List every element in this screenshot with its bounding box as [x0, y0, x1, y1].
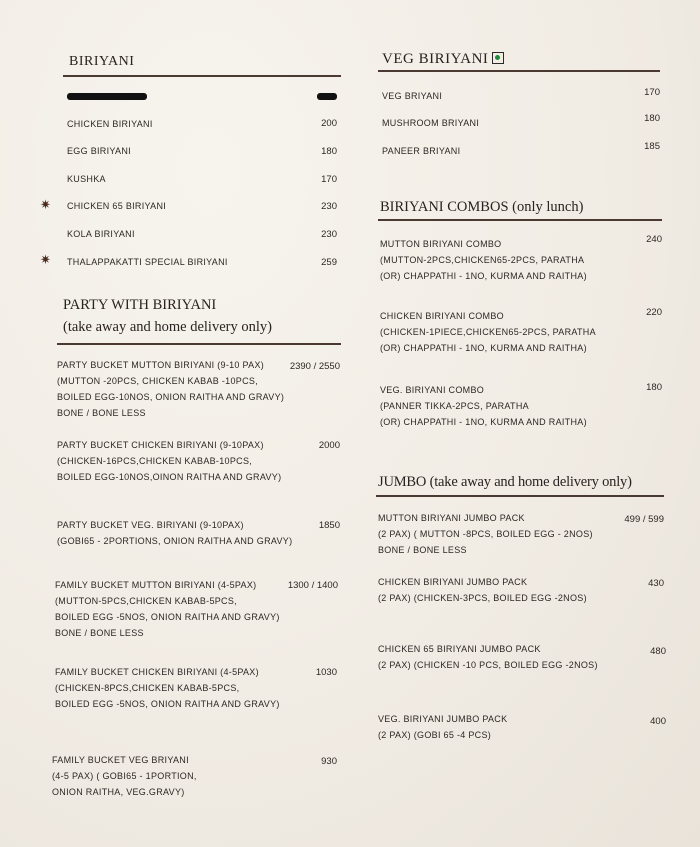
combo-item-price: 220: [646, 307, 662, 318]
party-item-line: BONE / BONE LESS: [57, 408, 146, 418]
jumbo-item-line: (2 PAX) ( MUTTON -8PCS, BOILED EGG - 2NOS): [378, 529, 593, 539]
party-item-line: ONION RAITHA, VEG.GRAVY): [52, 787, 185, 797]
menu-item-price: 230: [321, 201, 337, 212]
party-item: [55, 577, 280, 641]
jumbo-item-price: 400: [650, 716, 666, 727]
menu-item-price: 180: [644, 113, 660, 124]
jumbo-item: [378, 641, 598, 673]
veg-biriyani-heading: [382, 51, 504, 68]
party-item-line: BOILED EGG-10NOS,OINON RAITHA AND GRAVY): [57, 472, 282, 482]
jumbo-item-price: 480: [650, 646, 666, 657]
combo-item-price: 180: [646, 382, 662, 393]
menu-item-price: 230: [321, 229, 337, 240]
combo-item-line: (OR) CHAPPATHI - 1NO, KURMA AND RAITHA): [380, 343, 587, 353]
party-item-line: BOILED EGG -5NOS, ONION RAITHA AND GRAVY): [55, 612, 280, 622]
menu-item-price: 170: [321, 174, 337, 185]
menu-item-name: KUSHKA: [67, 174, 106, 184]
party-item-line: (4-5 PAX) ( GOBI65 - 1PORTION,: [52, 771, 197, 781]
combo-item-line: CHICKEN BIRIYANI COMBO: [380, 311, 504, 321]
veg-symbol-icon: [492, 52, 504, 64]
party-item-line: FAMILY BUCKET MUTTON BIRIYANI (4-5PAX): [55, 580, 257, 590]
jumbo-item-line: (2 PAX) (CHICKEN-3PCS, BOILED EGG -2NOS): [378, 593, 587, 603]
biriyani-heading: BIRIYANI: [69, 54, 135, 69]
combo-item-line: (MUTTON-2PCS,CHICKEN65-2PCS, PARATHA: [380, 255, 585, 265]
party-item-line: (CHICKEN-16PCS,CHICKEN KABAB-10PCS,: [57, 456, 253, 466]
combos-rule: [378, 219, 662, 221]
menu-item-price: 170: [644, 87, 660, 98]
menu-item-name: EGG BIRIYANI: [67, 146, 131, 156]
party-item-line: PARTY BUCKET VEG. BIRIYANI (9-10PAX): [57, 520, 244, 530]
jumbo-item: [378, 711, 507, 743]
combo-item: [380, 236, 587, 284]
menu-item-name: PANEER BRIYANI: [382, 146, 461, 156]
party-item-line: (CHICKEN-8PCS,CHICKEN KABAB-5PCS,: [55, 683, 240, 693]
jumbo-item-price: 430: [648, 578, 664, 589]
party-item: [57, 517, 292, 549]
jumbo-heading: JUMBO (take away and home delivery only): [378, 474, 632, 490]
party-item-line: PARTY BUCKET CHICKEN BIRIYANI (9-10PAX): [57, 440, 264, 450]
party-item: [52, 752, 197, 800]
party-item-line: BONE / BONE LESS: [55, 628, 144, 638]
combo-item-line: (CHICKEN-1PIECE,CHICKEN65-2PCS, PARATHA: [380, 327, 596, 337]
party-item-price: 930: [321, 756, 337, 767]
combo-item-line: MUTTON BIRIYANI COMBO: [380, 239, 502, 249]
party-item-line: PARTY BUCKET MUTTON BIRIYANI (9-10 PAX): [57, 360, 265, 370]
redacted-item-price: [317, 93, 337, 100]
jumbo-item: [378, 574, 587, 606]
menu-item-price: 259: [321, 257, 337, 268]
jumbo-item: [378, 510, 593, 558]
special-star-icon: ✷: [40, 197, 51, 212]
party-item-line: FAMILY BUCKET VEG BRIYANI: [52, 755, 189, 765]
jumbo-item-line: MUTTON BIRIYANI JUMBO PACK: [378, 513, 525, 523]
jumbo-item-line: (2 PAX) (CHICKEN -10 PCS, BOILED EGG -2NOS): [378, 660, 598, 670]
party-item-line: BOILED EGG -5NOS, ONION RAITHA AND GRAVY): [55, 699, 280, 709]
menu-item-price: 200: [321, 118, 337, 129]
party-item-line: FAMILY BUCKET CHICKEN BIRIYANI (4-5PAX): [55, 667, 259, 677]
party-item-price: 1030: [315, 667, 337, 678]
veg-biriyani-title: VEG BIRIYANI: [382, 51, 489, 67]
combo-item-line: (PANNER TIKKA-2PCS, PARATHA: [380, 401, 529, 411]
menu-item-name: KOLA BIRIYANI: [67, 229, 135, 239]
combo-item: [380, 382, 587, 430]
menu-item-name: THALAPPAKATTI SPECIAL BIRIYANI: [67, 257, 228, 267]
menu-item-name: VEG BRIYANI: [382, 91, 443, 101]
menu-item-price: 185: [644, 141, 660, 152]
combo-item-price: 240: [646, 234, 662, 245]
party-item-line: (MUTTON-5PCS,CHICKEN KABAB-5PCS,: [55, 596, 237, 606]
redacted-item-name: [67, 93, 147, 100]
party-rule: [57, 343, 341, 345]
party-item: [57, 437, 281, 485]
party-subtitle: (take away and home delivery only): [63, 319, 272, 335]
menu-item-name: CHICKEN BIRIYANI: [67, 119, 153, 129]
party-item-price: 1300 / 1400: [287, 580, 338, 591]
veg-rule: [378, 70, 660, 72]
party-item: [57, 357, 284, 421]
biriyani-rule: [63, 75, 341, 77]
menu-item-name: MUSHROOM BRIYANI: [382, 118, 480, 128]
combos-heading: BIRIYANI COMBOS (only lunch): [380, 199, 584, 215]
special-star-icon: ✷: [40, 252, 51, 267]
jumbo-item-line: CHICKEN 65 BIRIYANI JUMBO PACK: [378, 644, 541, 654]
party-item-price: 1850: [318, 520, 340, 531]
jumbo-item-line: VEG. BIRIYANI JUMBO PACK: [378, 714, 508, 724]
party-item-line: BOILED EGG-10NOS, ONION RAITHA AND GRAVY): [57, 392, 285, 402]
party-item-price: 2390 / 2550: [289, 361, 340, 372]
jumbo-item-price: 499 / 599: [624, 514, 664, 525]
combo-item: [380, 308, 596, 356]
party-item: [55, 664, 280, 712]
menu-item-name: CHICKEN 65 BIRIYANI: [67, 201, 167, 211]
party-item-line: (GOBI65 - 2PORTIONS, ONION RAITHA AND GRAVY): [57, 536, 293, 546]
party-item-price: 2000: [318, 440, 340, 451]
party-item-line: (MUTTON -20PCS, CHICKEN KABAB -10PCS,: [57, 376, 258, 386]
jumbo-item-line: BONE / BONE LESS: [378, 545, 467, 555]
menu-item-price: 180: [321, 146, 337, 157]
combo-item-line: VEG. BIRIYANI COMBO: [380, 385, 485, 395]
jumbo-item-line: (2 PAX) (GOBI 65 -4 PCS): [378, 730, 492, 740]
combo-item-line: (OR) CHAPPATHI - 1NO, KURMA AND RAITHA): [380, 417, 587, 427]
combo-item-line: (OR) CHAPPATHI - 1NO, KURMA AND RAITHA): [380, 271, 587, 281]
jumbo-rule: [376, 495, 664, 497]
jumbo-item-line: CHICKEN BIRIYANI JUMBO PACK: [378, 577, 528, 587]
party-heading: PARTY WITH BIRIYANI: [63, 297, 217, 313]
